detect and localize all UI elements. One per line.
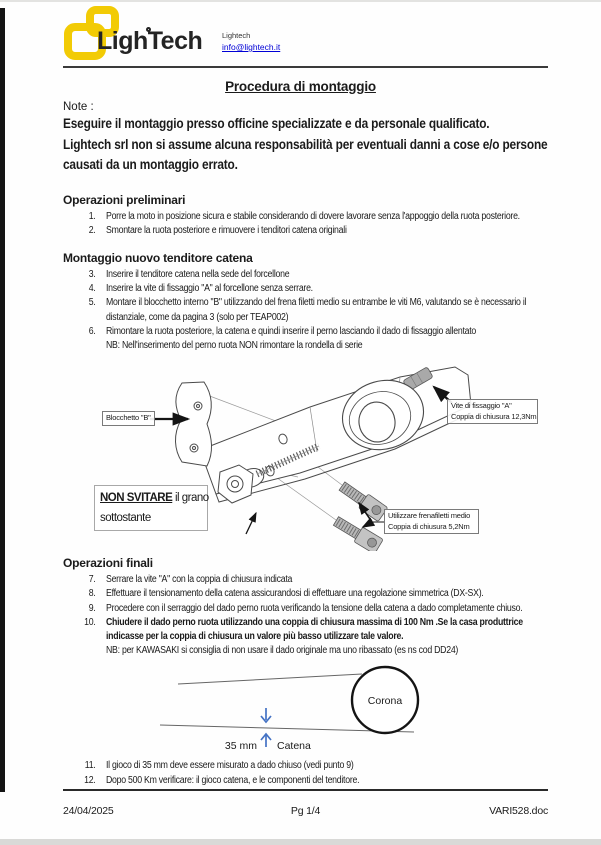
step-item: 12. Dopo 500 Km verificare: il gioco catena, e le componenti del tenditore. [84, 774, 360, 786]
sprocket-chain-drawing [0, 660, 601, 757]
step-item: 1. Porre la moto in posizione sicura e stabile considerando di dovere lavorare senza l'appoggio della ruota posteriore. [88, 210, 520, 222]
page-bottom-edge [0, 839, 601, 845]
step-item: 8. Effettuare il tensionamento della catena assicurandosi di effettuare una regolazione simmetrica (DX-SX). [88, 588, 484, 600]
montaggio-list [78, 268, 561, 353]
step-item: 2. Smontare la ruota posteriore e rimuovere i tenditori catena originali [88, 224, 347, 236]
step-item: 7. Serrare la vite "A" con la coppia di chiusura indicata [88, 574, 293, 586]
section-heading-finali: Operazioni finali [63, 556, 153, 571]
step-item: 10. Chiudere il dado perno ruota utilizzando una coppia di chiusura massima di 100 Nm .Se la casa produttrice indicasse per la coppia di chiusura un valore più basso utilizzare tale valore. [84, 616, 523, 642]
step-note: NB: per KAWASAKI si consiglia di non usare il dado originale ma uno ribassato (es ns cod DD24) [106, 645, 459, 657]
catena-label: Catena [277, 740, 311, 753]
step-item: 11. Il gioco di 35 mm deve essere misurato a dado chiuso (vedi punto 9) [84, 760, 354, 772]
step-item: 6. Rimontare la ruota posteriore, la catena e quindi inserire il perno lasciando il dado di fissaggio allentato [88, 325, 477, 337]
corona-label: Corona [367, 695, 403, 708]
logo-ring-icon [146, 27, 151, 32]
footer-date: 24/04/2025 [63, 805, 114, 817]
footer-filename: VARI528.doc [489, 805, 549, 817]
distance-label: 35 mm [224, 740, 257, 753]
step-note: NB: Nell'inserimento del perno ruota NON rimontare la rondella di serie [106, 339, 363, 351]
page-title: Procedura di montaggio [225, 79, 376, 94]
step-item: 4. Inserire la vite di fissaggio "A" al forcellone senza serrare. [88, 283, 313, 295]
note-text [63, 114, 569, 176]
section-heading-preliminari: Operazioni preliminari [63, 192, 186, 207]
company-name: Lightech [222, 31, 251, 40]
header-divider [63, 66, 548, 68]
step-item: 9. Procedere con il serraggio del dado perno ruota verificando la tensione della catena a dado completamente chiuso. [88, 602, 523, 614]
final-checks-list [78, 759, 561, 787]
step-item: 3. Inserire il tenditore catena nella sede del forcellone [88, 268, 290, 280]
callout-frenafiletti: Utilizzare frenafiletti medio Coppia di chiusura 5,2Nm [384, 509, 479, 534]
callout-blocchetto-b: Blocchetto "B" [102, 411, 155, 426]
email-link[interactable]: info@lightech.it [222, 42, 281, 52]
step-item: 5. Montare il blocchetto interno "B" utilizzando del frena filetti medio su entrambe le viti M6, valutando se è necessario il distanziale, come da pagina 3 (solo per TEAP002) [88, 297, 527, 323]
note-label: Note : [63, 101, 94, 113]
note-line-2: Lightech srl non si assume alcuna responsabilità per eventuali danni a cose e/o persone causati da un montaggio errato. [63, 136, 548, 172]
callout-non-svitare: NON SVITARE il grano sottostante [94, 485, 208, 531]
chain-tensioner-diagram [60, 355, 540, 551]
note-line-1: Eseguire il montaggio presso officine specializzate e da personale qualificato. [63, 116, 490, 131]
socket-screw-upper [337, 479, 388, 522]
preliminari-list [78, 210, 561, 238]
section-heading-montaggio: Montaggio nuovo tenditore catena [63, 250, 253, 265]
footer-divider [63, 789, 548, 791]
header [0, 0, 601, 66]
chain-slack-diagram [0, 660, 601, 757]
footer-page-number: Pg 1/4 [290, 805, 321, 817]
callout-vite-a: Vite di fissaggio "A" Coppia di chiusura 12,3Nm [447, 399, 538, 424]
logo-wordmark: LighTech [97, 27, 203, 55]
finali-list [78, 573, 561, 658]
footer [63, 805, 548, 817]
